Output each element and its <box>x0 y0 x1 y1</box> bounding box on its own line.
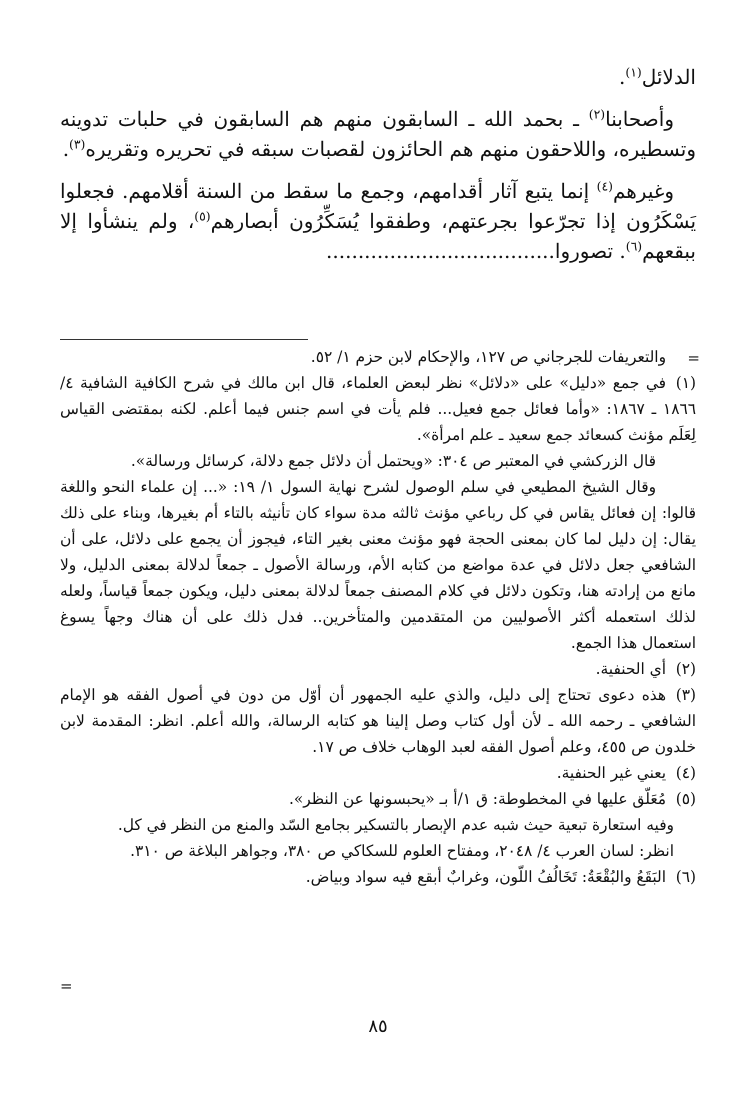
page-number: ٨٥ <box>368 1016 388 1037</box>
footnote-number: (٣) <box>675 686 696 704</box>
footnote-text: هذه دعوى تحتاج إلى دليل، والذي عليه الجمهور أن أوّل من دون في أصول الفقه هو الإمام الشافعي ـ رحمه الله ـ لأن أول كتاب وصل إلينا هو كتابه الرسالة، والله أعلم. انظر: المقدمة لابن خلدون ص ٤٥٥، وعلم أصول الفقه لعبد الوهاب خلاف ص ١٧. <box>60 686 696 756</box>
footnote-ref: (٣) <box>69 136 86 152</box>
footnote-ref: (٤) <box>596 178 613 194</box>
paragraph-text: وأصحابنا <box>605 107 674 131</box>
footnote-text: يعني غير الحنفية. <box>556 764 666 782</box>
footnote-number: (٥) <box>675 790 696 808</box>
continuation-marker: = <box>60 977 73 995</box>
paragraph-text: . تصوروا <box>554 239 626 263</box>
footnote-number: (٤) <box>675 764 696 782</box>
footnote-text: مُعَلّق عليها في المخطوطة: ق ١/أ بـ «يحبسونها عن النظر». <box>288 790 666 808</box>
main-text <box>60 62 696 266</box>
paragraph-3 <box>60 176 696 266</box>
footnote-6 <box>60 864 696 890</box>
footnote-continuation <box>60 344 696 370</box>
footnote-1 <box>60 370 696 448</box>
dotted-leader: .................................... <box>326 239 555 263</box>
footnote-5 <box>60 786 696 812</box>
footnote-text: انظر: لسان العرب ٤/ ٢٠٤٨، ومفتاح العلوم للسكاكي ص ٣٨٠، وجواهر البلاغة ص ٣١٠. <box>130 842 674 860</box>
footnote-1-para <box>60 474 696 656</box>
footnote-ref: (٥) <box>194 208 211 224</box>
paragraph-2 <box>60 104 696 164</box>
footnote-ref: (٢) <box>588 106 606 122</box>
paragraph-text: ـ بحمد الله ـ السابقون منهم هم السابقون في حلبات تدوينه وتسطيره، واللاحقون منهم هم الحائزون لقصبات سبقه في تحريره وتقريره <box>60 107 696 161</box>
footnotes <box>60 344 696 890</box>
footnote-text: وفيه استعارة تبعية حيث شبه عدم الإبصار بالتسكير بجامع السّد والمنع من النظر في كل. <box>117 816 674 834</box>
footnote-ref: (١) <box>625 64 642 80</box>
footnote-text: وقال الشيخ المطيعي في سلم الوصول لشرح نهاية السول ١/ ١٩: «... إن علماء النحو واللغة قالوا: إن فعائل يقاس في كل رباعي مؤنث ثالثه مدة سواء كان تأنيثه بالتاء أم بغيرها، وبناء على ذلك يقال: إن دليل لما كان بمعنى الحجة فهو مؤنث معنى بغير التاء، فيجوز أن يجمع على دلائل، على أن الشافعي جعل دلائل في عدة مواضع من كتابه الأم، ورسالة الأصول ـ جمعاً لدلالة بمعنى الدليل، ولا مانع من إرادته هنا، وتكون دلائل في كلام المصنف جمعاً لدلالة بمعنى دليل، ويكون جمعاً قياساً، ولعله لذلك استعمله أكثر الأصوليين من المتقدمين والمتأخرين.. فدل ذلك على أن هناك وجهاً يسوغ استعمال هذا الجمع. <box>60 478 696 652</box>
footnote-number: (٢) <box>675 660 696 678</box>
footnote-3 <box>60 682 696 760</box>
footnote-4 <box>60 760 696 786</box>
footnote-2 <box>60 656 696 682</box>
paragraph-text: ، ولم ينشأوا إلا ببقعهم <box>60 209 696 263</box>
footnote-text: والتعريفات للجرجاني ص ١٢٧، والإحكام لابن حزم ١/ ٥٢. <box>310 348 666 366</box>
continuation-marker: = <box>687 349 700 367</box>
paragraph-text: . <box>62 137 70 161</box>
paragraph-1 <box>60 62 696 92</box>
footnote-1-para <box>60 448 696 474</box>
footnote-number: (٦) <box>675 868 696 886</box>
footnote-text: البَقَعُ والبُقْعَةُ: تَخَالُفُ اللّون، وغرابٌ أبقع فيه سواد وبياض. <box>305 868 666 886</box>
footnote-5-para <box>60 838 696 864</box>
footnote-number: (١) <box>675 374 696 392</box>
footnote-separator <box>60 339 308 340</box>
footnote-ref: (٦) <box>625 238 643 254</box>
paragraph-text: وغيرهم <box>612 179 674 203</box>
paragraph-text: إنما يتبع آثار أقدامهم، وجمع ما سقط من السنة أقلامهم. فجعلوا يَسْكَرُون إذا تجرّعوا بجرعتهم، وطفقوا يُسَكِّرُون أبصارهم <box>60 179 697 233</box>
footnote-5-para <box>60 812 696 838</box>
footnote-text: أي الحنفية. <box>595 660 666 678</box>
footnote-text: في جمع «دليل» على «دلائل» نظر لبعض العلماء، قال ابن مالك في شرح الكافية الشافية ٤/ ١٨٦٦ ـ ١٨٦٧: «وأما فعائل جمع فعيل... فلم يأت في اسم جنس فيما أعلم. لكنه بمقتضى القياس لِعَلَم مؤنث كسعائد جمع سعيد ـ علم امرأة». <box>60 374 696 444</box>
paragraph-text: . <box>619 65 626 89</box>
footnote-text: قال الزركشي في المعتبر ص ٣٠٤: «ويحتمل أن دلائل جمع دلالة، كرسائل ورسالة». <box>130 452 656 470</box>
paragraph-text: الدلائل <box>641 65 696 89</box>
